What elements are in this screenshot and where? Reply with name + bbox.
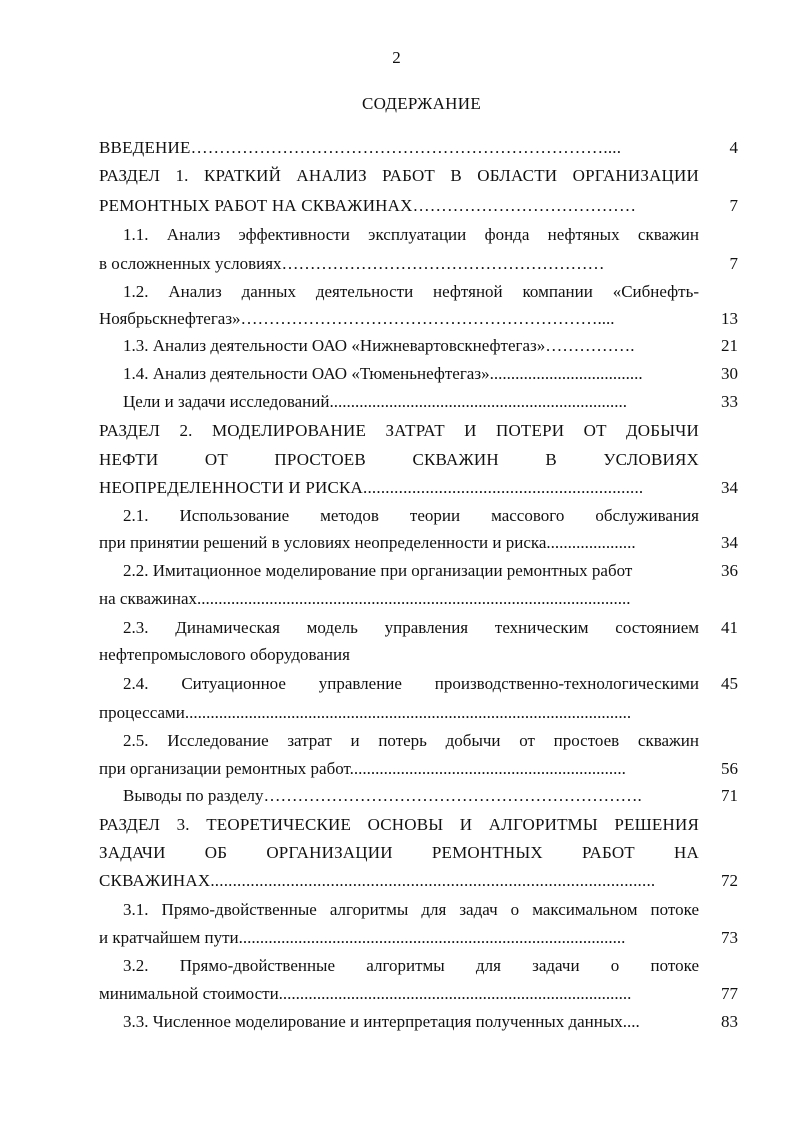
- toc-page-number: 4: [729, 138, 738, 157]
- toc-line: при организации ремонтных работ.................................................................: [99, 759, 626, 778]
- toc-page-number: 34: [721, 533, 738, 552]
- toc-page-number: 36: [721, 561, 738, 580]
- toc-line: 2.4. Ситуационное управление производственно-технологическими: [123, 674, 699, 693]
- toc-line: нефтепромыслового оборудования: [99, 645, 350, 664]
- toc-page-number: 71: [721, 786, 738, 805]
- toc-line: 2.2. Имитационное моделирование при организации ремонтных работ: [123, 561, 633, 580]
- toc-page-number: 7: [729, 254, 738, 273]
- toc-line: 3.3. Численное моделирование и интерпретация полученных данных....: [123, 1012, 640, 1031]
- toc-line: Цели и задачи исследований......................................................................: [123, 392, 627, 411]
- toc-page-number: 41: [721, 618, 738, 637]
- toc-line: 2.5. Исследование затрат и потерь добычи от простоев скважин: [123, 731, 699, 750]
- toc-page-number: 7: [729, 196, 738, 215]
- toc-line: 1.2. Анализ данных деятельности нефтяной компании «Сибнефть-: [123, 282, 699, 301]
- toc-page-number: 33: [721, 392, 738, 411]
- toc-line: ЗАДАЧИ ОБ ОРГАНИЗАЦИИ РЕМОНТНЫХ РАБОТ НА: [99, 843, 699, 862]
- toc-page-number: 30: [721, 364, 738, 383]
- toc-page-number: 56: [721, 759, 738, 778]
- toc-page-number: 83: [721, 1012, 738, 1031]
- toc-line: 1.1. Анализ эффективности эксплуатации фонда нефтяных скважин: [123, 225, 699, 244]
- toc-line: СКВАЖИНАХ....................................................................................................: [99, 871, 656, 890]
- toc-line: минимальной стоимости...................................................................................: [99, 984, 632, 1003]
- toc-line: НЕОПРЕДЕЛЕННОСТИ И РИСКА...............................................................: [99, 478, 644, 497]
- toc-line: Ноябрьскнефтегаз»………………………………………………………....: [99, 309, 615, 328]
- toc-line: РАЗДЕЛ 1. КРАТКИЙ АНАЛИЗ РАБОТ В ОБЛАСТИ ОРГАНИЗАЦИИ: [99, 166, 699, 185]
- toc-line: при принятии решений в условиях неопределенности и риска.....................: [99, 533, 636, 552]
- toc-line: РАЗДЕЛ 2. МОДЕЛИРОВАНИЕ ЗАТРАТ И ПОТЕРИ ОТ ДОБЫЧИ: [99, 421, 699, 440]
- toc-line: НЕФТИ ОТ ПРОСТОЕВ СКВАЖИН В УСЛОВИЯХ: [99, 450, 699, 469]
- toc-page-number: 45: [721, 674, 738, 693]
- toc-line: 2.3. Динамическая модель управления техническим состоянием: [123, 618, 699, 637]
- toc-line: 1.3. Анализ деятельности ОАО «Нижневартовскнефтегаз»…………….: [123, 336, 635, 355]
- toc-page-number: 34: [721, 478, 738, 497]
- toc-line: в осложненных условиях…………………………………………………: [99, 254, 605, 273]
- toc-line: 3.1. Прямо-двойственные алгоритмы для задач о максимальном потоке: [123, 900, 699, 919]
- toc-line: РЕМОНТНЫХ РАБОТ НА СКВАЖИНАХ…………………………………: [99, 196, 637, 215]
- toc-page-number: 72: [721, 871, 738, 890]
- toc-line: 3.2. Прямо-двойственные алгоритмы для задачи о потоке: [123, 956, 699, 975]
- toc-line: процессами.........................................................................................................: [99, 703, 632, 722]
- toc-line: Выводы по разделу………………………………………………………….: [123, 786, 642, 805]
- toc-page-number: 73: [721, 928, 738, 947]
- page-number: 2: [392, 48, 401, 67]
- toc-line: ВВЕДЕНИЕ………………………………………………………………....: [99, 138, 622, 157]
- toc-page-number: 13: [721, 309, 738, 328]
- toc-line: и кратчайшем пути...........................................................................................: [99, 928, 626, 947]
- toc-page-number: 21: [721, 336, 738, 355]
- toc-line: 1.4. Анализ деятельности ОАО «Тюменьнефтегаз»....................................: [123, 364, 643, 383]
- toc-page-number: 77: [721, 984, 738, 1003]
- toc-line: 2.1. Использование методов теории массового обслуживания: [123, 506, 699, 525]
- page-title: СОДЕРЖАНИЕ: [361, 94, 482, 113]
- toc-line: на скважинах......................................................................................................: [99, 589, 631, 608]
- toc-line: РАЗДЕЛ 3. ТЕОРЕТИЧЕСКИЕ ОСНОВЫ И АЛГОРИТМЫ РЕШЕНИЯ: [99, 815, 699, 834]
